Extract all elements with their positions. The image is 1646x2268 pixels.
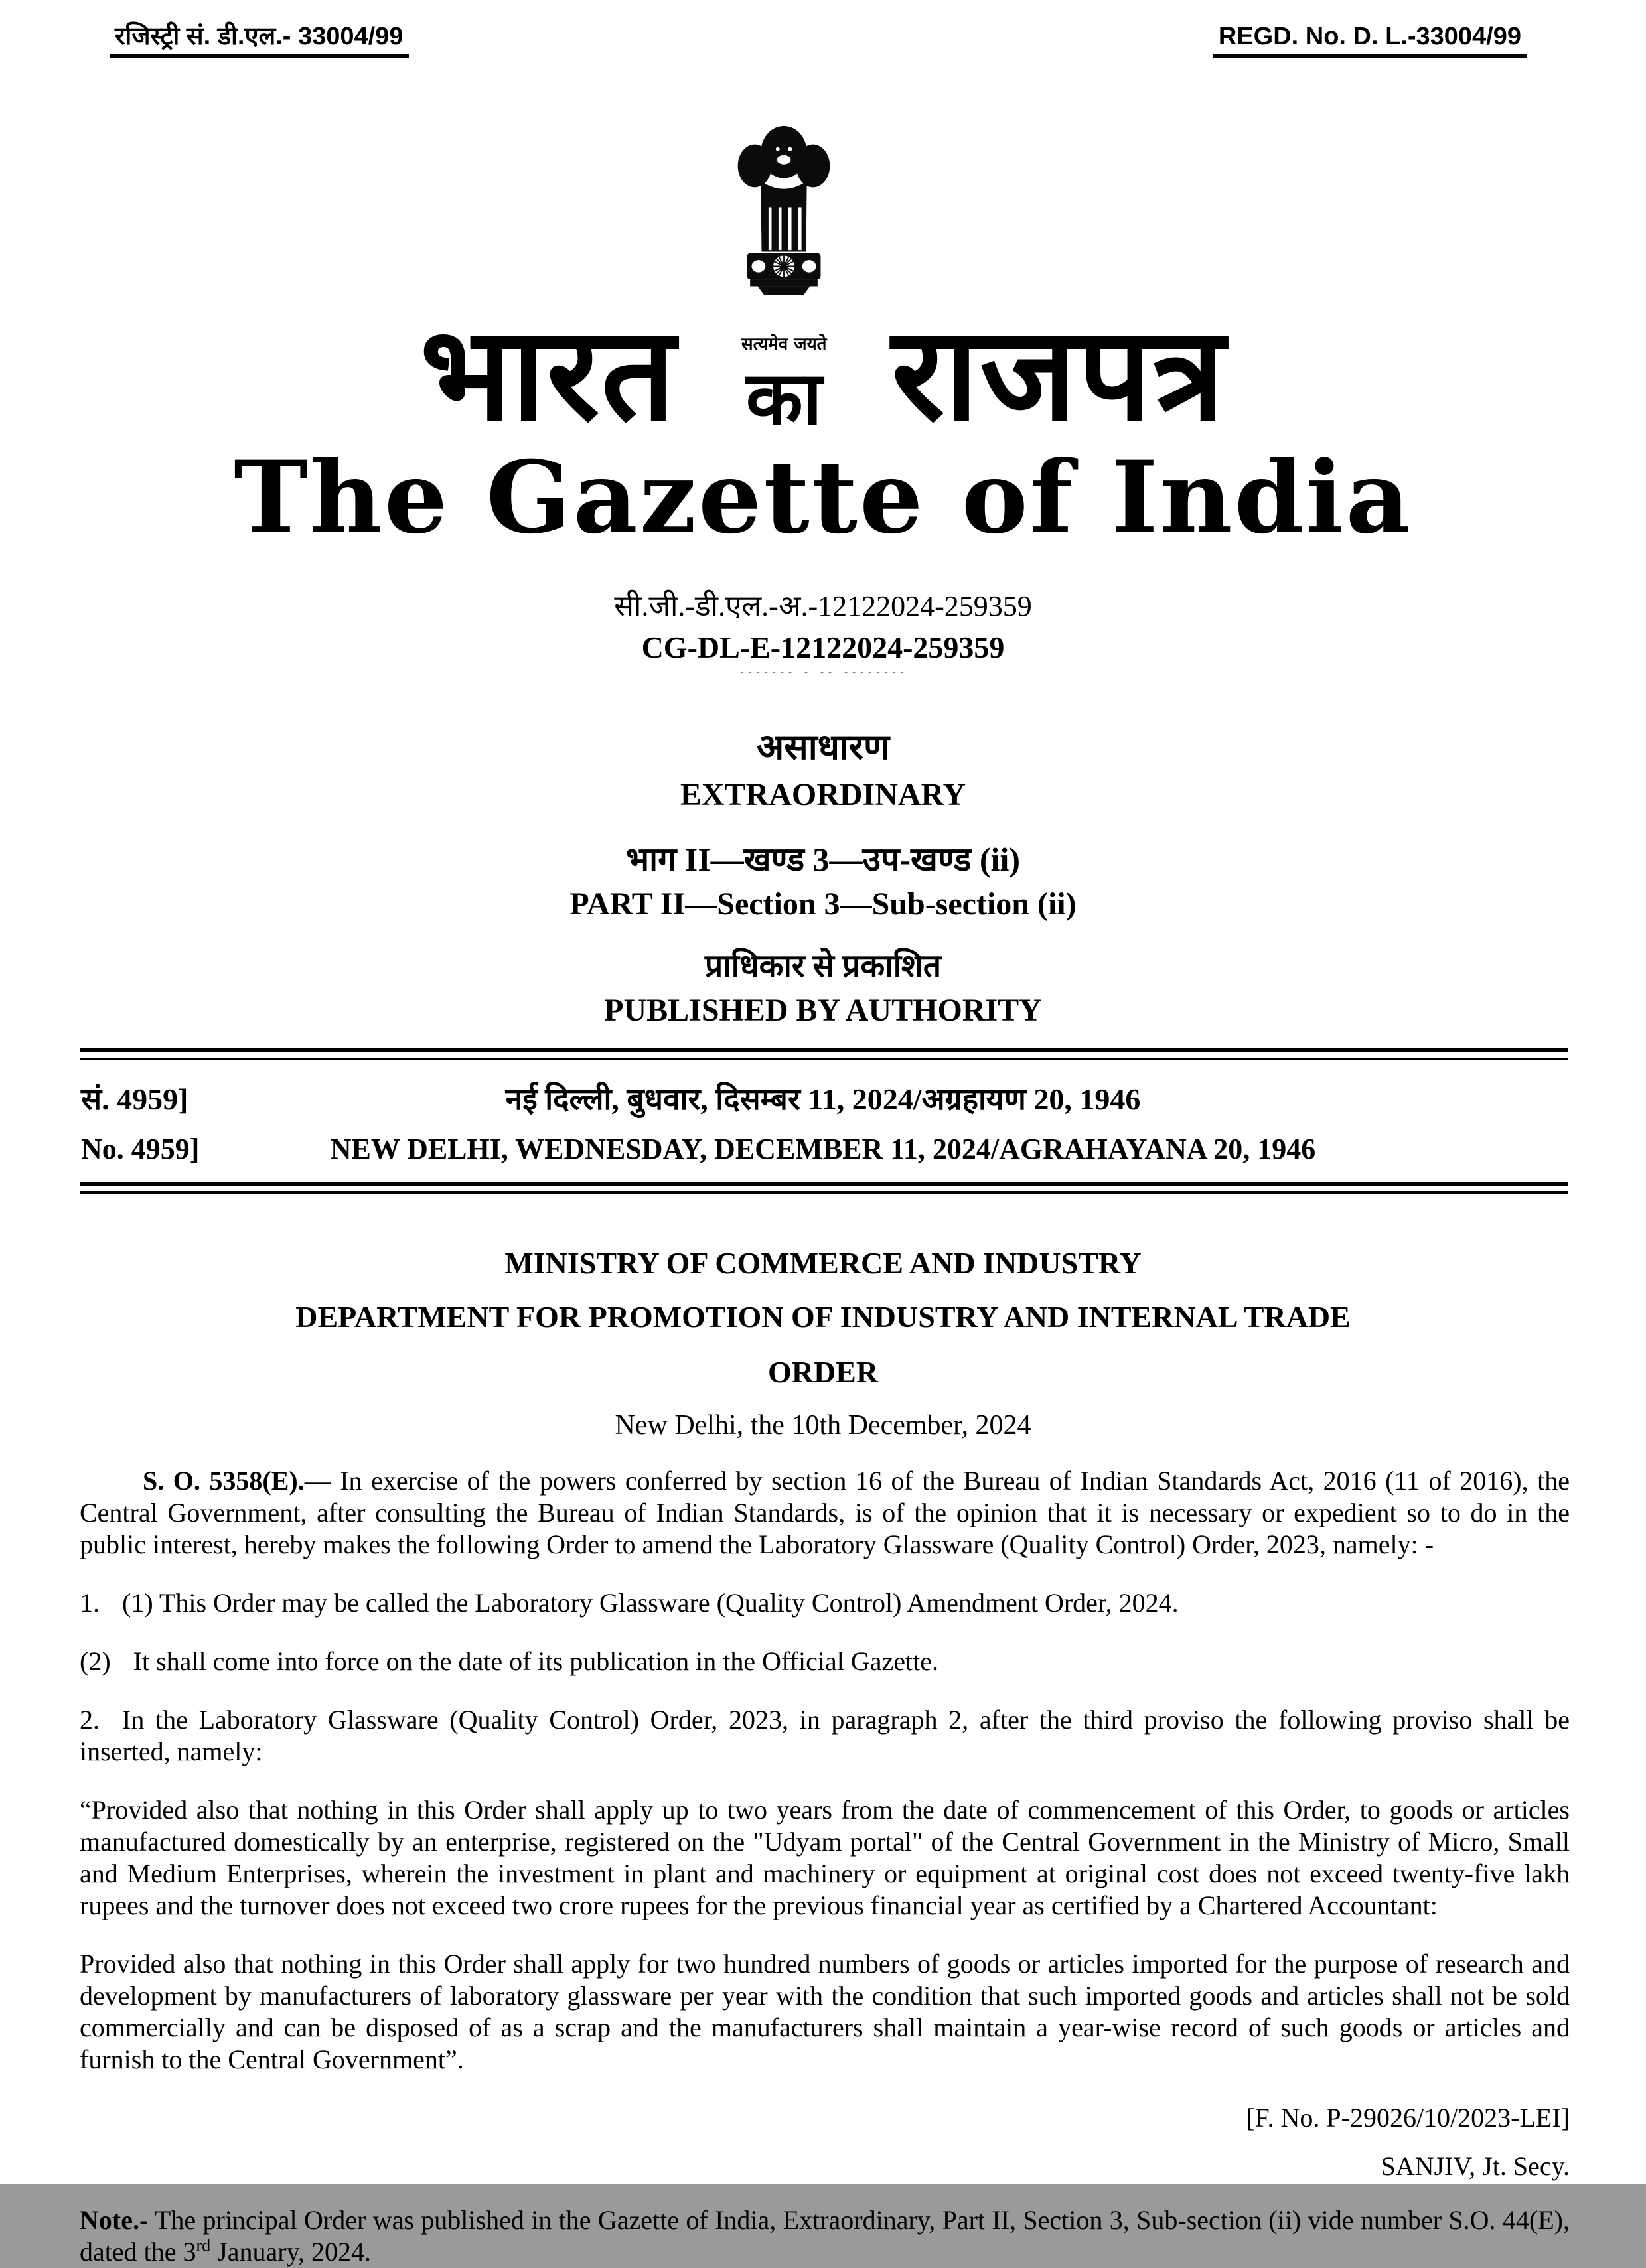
registry-strip bbox=[0, 0, 1646, 58]
note-ordinal-suffix: rd bbox=[196, 2235, 211, 2255]
extraordinary-english: EXTRAORDINARY bbox=[680, 776, 966, 812]
proviso-1: “Provided also that nothing in this Order shall apply up to two years from the date of commencement of this Order, to goods or articles manufactured domestically by an enterprise, registered on the "Udyam portal" of the Central Government in the Ministry of Micro, Small and Medium Enterprises, wherein the investment in plant and machinery or equipment at original cost does not exceed twenty-five lakh rupees and the turnover does not exceed two crore rupees for the previous financial year as certified by a Chartered Accountant: bbox=[80, 1794, 1570, 1920]
note bbox=[0, 2204, 1646, 2268]
gazette-code-hindi: सी.जी.-डी.एल.-अ.-12122024-259359 bbox=[614, 589, 1032, 622]
proviso-2: Provided also that nothing in this Order shall apply for two hundred numbers of goods or articles imported for the purpose of research and development by manufacturers of laboratory glassware per year with the condition that such imported goods and articles shall not be sold commercially and can be disposed of as a scrap and the manufacturers shall maintain a year-wise record of such goods or articles and furnish to the Central Government”. bbox=[80, 1948, 1570, 2074]
published-by-authority-english: PUBLISHED BY AUTHORITY bbox=[604, 992, 1042, 1028]
clause-1-text: (1) This Order may be called the Laboratory Glassware (Quality Control) Amendment Order, 2024. bbox=[122, 1587, 1179, 1618]
clause-1-marker: 1. bbox=[80, 1587, 100, 1618]
issue-row-english bbox=[0, 1132, 1646, 1166]
issue-date-hindi: नई दिल्ली, बुधवार, दिसम्बर 11, 2024/अग्रहायण 20, 1946 bbox=[505, 1082, 1141, 1116]
separator-rule-bottom bbox=[80, 1182, 1568, 1194]
part-section-english: PART II—Section 3—Sub-section (ii) bbox=[569, 886, 1077, 922]
masthead bbox=[0, 121, 1646, 450]
clause-2-text: It shall come into force on the date of its publication in the Official Gazette. bbox=[133, 1646, 938, 1676]
place-and-date: New Delhi, the 10th December, 2024 bbox=[615, 1409, 1031, 1441]
clause-1 bbox=[80, 1587, 1570, 1619]
note-text: The principal Order was published in the Gazette of India, Extraordinary, Part II, Section 3, Sub-section (ii) vide number S.O. 44(E), dated the 3 bbox=[80, 2204, 1570, 2267]
order-paragraph-1-text: In exercise of the powers conferred by section 16 of the Bureau of Indian Standards Act, 2016 (11 of 2016), the Central Government, after consulting the Bureau of Indian Standards, is of the opinion that it is necessary or expedient so to do in the public interest, hereby makes the following Order to amend the Laboratory Glassware (Quality Control) Order, 2023, namely: - bbox=[80, 1465, 1570, 1559]
note-label: Note.- bbox=[80, 2204, 149, 2235]
masthead-hindi-rajpatra: राजपत्र bbox=[891, 298, 1227, 450]
issue-date-english: NEW DELHI, WEDNESDAY, DECEMBER 11, 2024/AGRAHAYANA 20, 1946 bbox=[330, 1132, 1316, 1165]
registry-number-hindi: रजिस्ट्री सं. डी.एल.- 33004/99 bbox=[110, 23, 409, 58]
masthead-center-column bbox=[707, 121, 861, 442]
file-number: [F. No. P-29026/10/2023-LEI] bbox=[1246, 2102, 1570, 2133]
note-text-end: January, 2024. bbox=[210, 2236, 371, 2267]
clause-2-marker: (2) bbox=[80, 1646, 111, 1676]
clause-3-text: In the Laboratory Glassware (Quality Control) Order, 2023, in paragraph 2, after the third proviso the following proviso shall be inserted, namely: bbox=[80, 1704, 1570, 1766]
ashoka-emblem-icon bbox=[707, 121, 861, 328]
order-paragraph-1 bbox=[80, 1465, 1570, 1561]
emblem-motto: सत्यमेव जयते bbox=[741, 334, 827, 354]
issue-row-hindi bbox=[0, 1078, 1646, 1119]
so-number: S. O. 5358(E).— bbox=[143, 1465, 331, 1496]
ministry-heading: MINISTRY OF COMMERCE AND INDUSTRY bbox=[504, 1245, 1142, 1280]
part-section-hindi: भाग II—खण्ड 3—उप-खण्ड (ii) bbox=[625, 840, 1020, 878]
clause-2 bbox=[80, 1646, 1570, 1677]
clause-3-marker: 2. bbox=[80, 1704, 100, 1735]
published-by-authority-hindi: प्राधिकार से प्रकाशित bbox=[704, 948, 942, 984]
signatory: SANJIV, Jt. Secy. bbox=[1381, 2151, 1570, 2181]
issue-number-english: No. 4959] bbox=[81, 1132, 200, 1165]
masthead-hindi-bharat: भारत bbox=[419, 298, 677, 450]
clause-3 bbox=[80, 1704, 1570, 1768]
department-heading: DEPARTMENT FOR PROMOTION OF INDUSTRY AND INTERNAL TRADE bbox=[295, 1299, 1351, 1334]
issue-number-hindi: सं. 4959] bbox=[81, 1082, 188, 1116]
extraordinary-hindi: असाधारण bbox=[756, 727, 890, 767]
order-heading: ORDER bbox=[767, 1354, 879, 1389]
micro-dashed-line: ------- - -- -------- bbox=[739, 666, 907, 678]
masthead-hindi-ka: का bbox=[745, 355, 822, 442]
separator-rule-top bbox=[80, 1048, 1568, 1060]
order-body bbox=[0, 1465, 1646, 2076]
masthead-english-title: The Gazette of India bbox=[234, 439, 1412, 556]
registry-number-english: REGD. No. D. L.-33004/99 bbox=[1213, 23, 1527, 58]
gazette-code-english: CG-DL-E-12122024-259359 bbox=[641, 630, 1005, 664]
